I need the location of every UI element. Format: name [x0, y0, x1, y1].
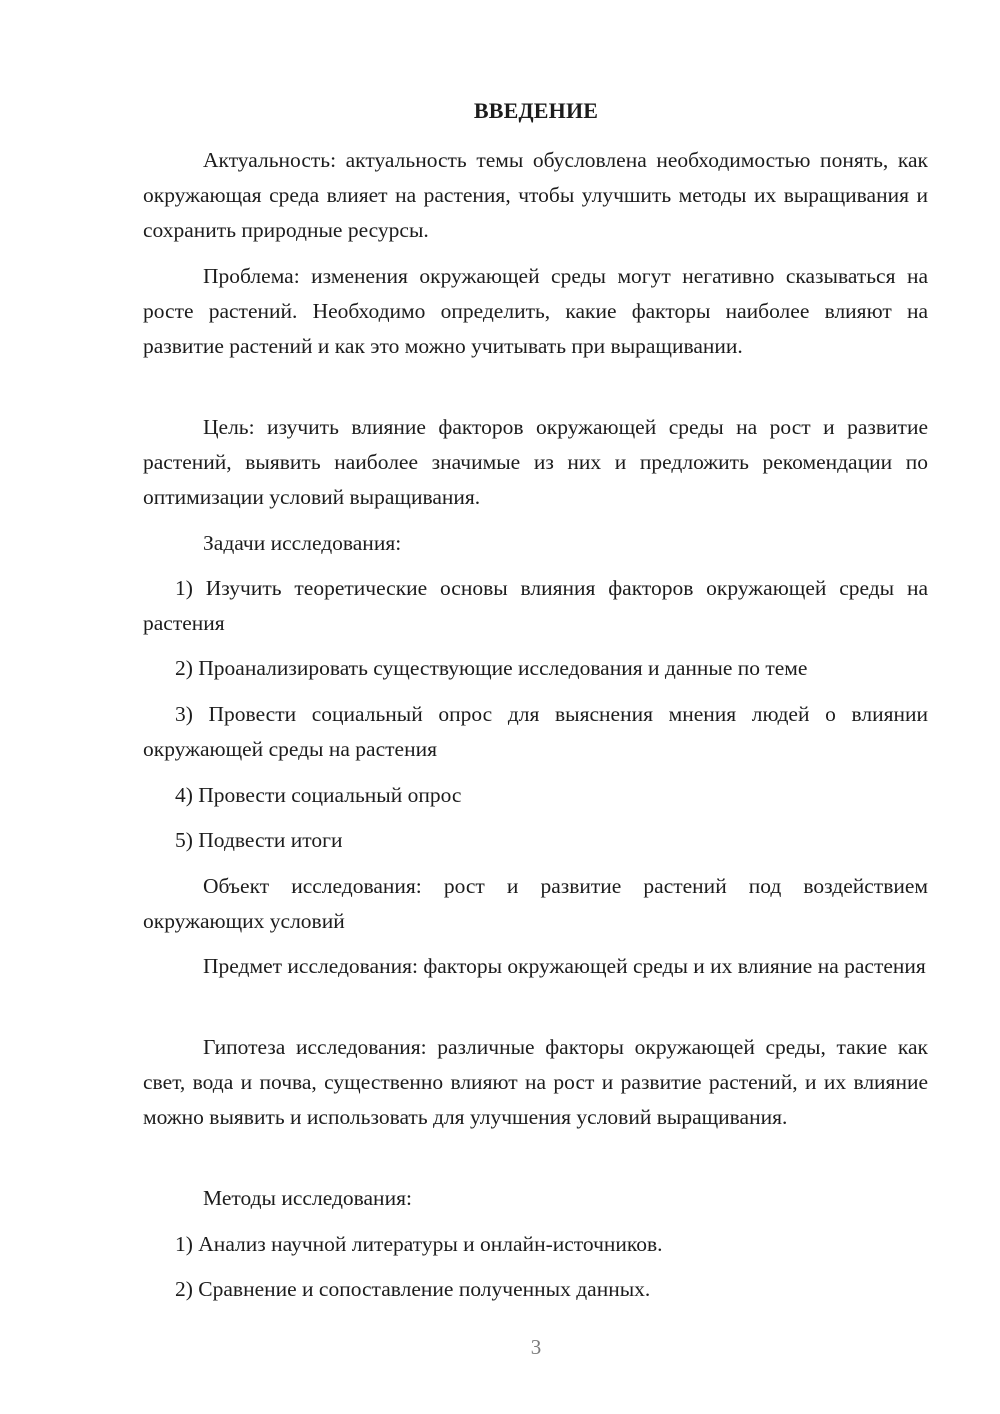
task-item-4: 4) Провести социальный опрос [175, 783, 462, 807]
problem-paragraph: Проблема: изменения окружающей среды могут негативно сказываться на росте растений. Необходимо определить, какие факторы наиболее влияют на развитие растений и как это можно учитывать при выращивании. [143, 264, 928, 358]
object-paragraph: Объект исследования: рост и развитие растений под воздействием окружающих условий [143, 874, 928, 933]
task-item-3: 3) Провести социальный опрос для выяснения мнения людей о влиянии окружающей среды на растения [143, 702, 928, 761]
task-item-1: 1) Изучить теоретические основы влияния факторов окружающей среды на растения [143, 576, 928, 635]
page-number: 3 [530, 1335, 542, 1359]
task-item-5: 5) Подвести итоги [175, 828, 343, 852]
tasks-heading: Задачи исследования: [203, 531, 402, 555]
subject-paragraph: Предмет исследования: факторы окружающей среды и их влияние на растения [203, 954, 926, 978]
relevance-paragraph: Актуальность: актуальность темы обусловлена необходимостью понять, как окружающая среда влияет на растения, чтобы улучшить методы их выращивания и сохранить природные ресурсы. [143, 148, 928, 242]
hypothesis-paragraph: Гипотеза исследования: различные факторы окружающей среды, такие как свет, вода и почва, существенно влияют на рост и развитие растений, и их влияние можно выявить и использовать для улучшения условий выращивания. [143, 1035, 928, 1129]
page-title: ВВЕДЕНИЕ [473, 98, 599, 123]
goal-paragraph: Цель: изучить влияние факторов окружающей среды на рост и развитие растений, выявить наиболее значимые из них и предложить рекомендации по оптимизации условий выращивания. [143, 415, 928, 509]
task-item-2: 2) Проанализировать существующие исследования и данные по теме [175, 656, 808, 680]
methods-heading: Методы исследования: [203, 1186, 412, 1210]
method-item-2: 2) Сравнение и сопоставление полученных данных. [175, 1277, 651, 1301]
method-item-1: 1) Анализ научной литературы и онлайн-источников. [175, 1232, 663, 1256]
